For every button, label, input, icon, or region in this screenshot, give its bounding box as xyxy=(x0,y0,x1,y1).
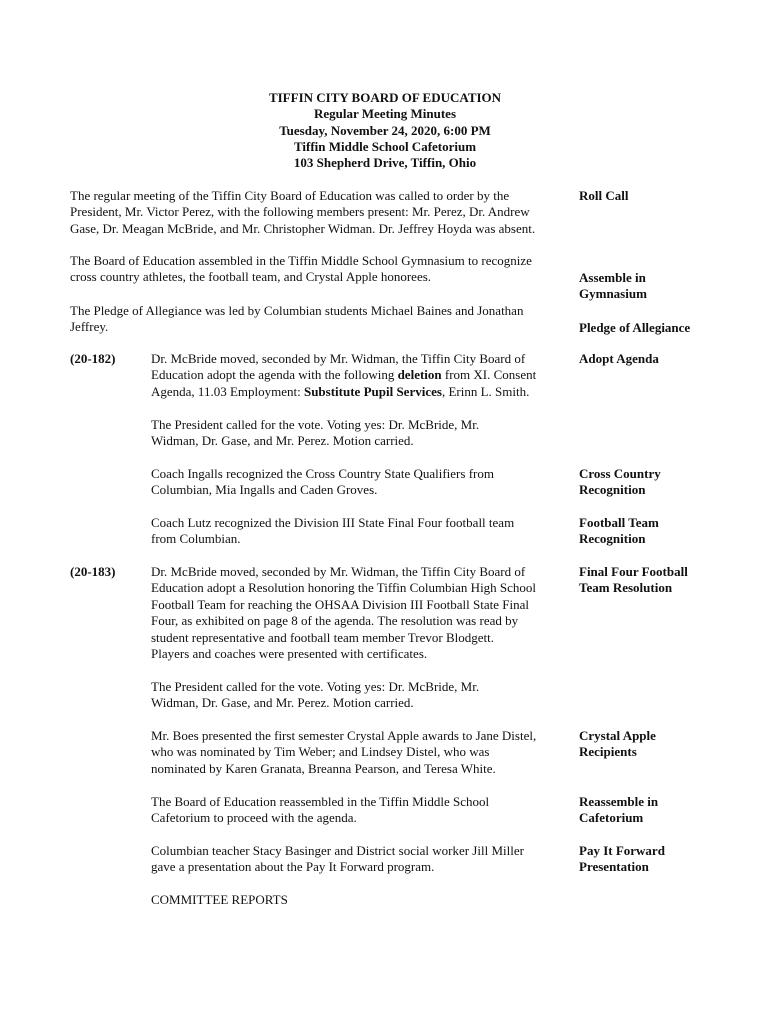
committee-reports-heading: COMMITTEE REPORTS xyxy=(151,892,288,907)
sidebar-assemble-gymnasium: Assemble in Gymnasium xyxy=(579,270,647,302)
meeting-location: Tiffin Middle School Cafetorium xyxy=(293,138,477,154)
sidebar-adopt-agenda: Adopt Agenda xyxy=(579,351,659,366)
crystal-apple-paragraph: Mr. Boes presented the first semester Crystal Apple awards to Jane Distel, who was nominated by Tim Weber; and Lindsey Distel, who was nominated by Karen Granata, Breanna Pearson, and Teresa White. xyxy=(151,728,537,776)
sidebar-reassemble-cafetorium: Reassemble in Cafetorium xyxy=(579,794,659,826)
pledge-paragraph: The Pledge of Allegiance was led by Columbian students Michael Baines and Jonathan Jeffrey. xyxy=(70,303,524,335)
sidebar-crystal-apple: Crystal Apple Recipients xyxy=(579,728,656,760)
sidebar-roll-call: Roll Call xyxy=(579,188,629,203)
motion-number: (20-183) xyxy=(70,564,116,579)
sidebar-final-four: Final Four Football Team Resolution xyxy=(579,564,688,596)
adopt-agenda-motion: Dr. McBride moved, seconded by Mr. Widman, the Tiffin City Board of Education adopt the agenda with the following deletion from XI. Consent Agenda, 11.03 Employment: Substitute Pupil Services, Erinn L. Smith. xyxy=(151,351,537,399)
vote-paragraph: The President called for the vote. Voting yes: Dr. McBride, Mr. Widman, Dr. Gase, and Mr. Perez. Motion carried. xyxy=(151,679,480,711)
sidebar-football-team: Football Team Recognition xyxy=(579,515,659,547)
assemble-paragraph: The Board of Education assembled in the Tiffin Middle School Gymnasium to recognize cross country athletes, the football team, and Crystal Apple honorees. xyxy=(70,253,532,285)
meeting-address: 103 Shepherd Drive, Tiffin, Ohio xyxy=(293,155,477,171)
board-title: TIFFIN CITY BOARD OF EDUCATION xyxy=(268,90,502,105)
sidebar-cross-country: Cross Country Recognition xyxy=(579,466,661,498)
document-header xyxy=(0,90,770,171)
motion-number: (20-182) xyxy=(70,351,116,366)
cross-country-paragraph: Coach Ingalls recognized the Cross Country State Qualifiers from Columbian, Mia Ingalls and Caden Groves. xyxy=(151,466,494,498)
roll-call-paragraph: The regular meeting of the Tiffin City Board of Education was called to order by the President, Mr. Victor Perez, with the following members present: Mr. Perez, Dr. Andrew Gase, Dr. Meagan McBride, and Mr. Christopher Widman. Dr. Jeffrey Hoyda was absent. xyxy=(70,188,536,236)
sidebar-pledge: Pledge of Allegiance xyxy=(579,320,691,335)
reassemble-paragraph: The Board of Education reassembled in the Tiffin Middle School Cafetorium to proceed with the agenda. xyxy=(151,794,490,826)
vote-paragraph: The President called for the vote. Voting yes: Dr. McBride, Mr. Widman, Dr. Gase, and Mr. Perez. Motion carried. xyxy=(151,417,480,449)
football-paragraph: Coach Lutz recognized the Division III State Final Four football team from Columbian. xyxy=(151,515,515,547)
meeting-date: Tuesday, November 24, 2020, 6:00 PM xyxy=(279,122,491,138)
meeting-type: Regular Meeting Minutes xyxy=(313,106,457,122)
pay-it-forward-paragraph: Columbian teacher Stacy Basinger and District social worker Jill Miller gave a presentation about the Pay It Forward program. xyxy=(151,843,524,875)
resolution-motion: Dr. McBride moved, seconded by Mr. Widman, the Tiffin City Board of Education adopt a Resolution honoring the Tiffin Columbian High School Football Team for reaching the OHSAA Division III Football State Final Four, as exhibited on page 8 of the agenda. The resolution was read by student representative and football team member Trevor Blodgett. Players and coaches were presented with certificates. xyxy=(151,564,537,662)
sidebar-pay-it-forward: Pay It Forward Presentation xyxy=(579,843,665,875)
